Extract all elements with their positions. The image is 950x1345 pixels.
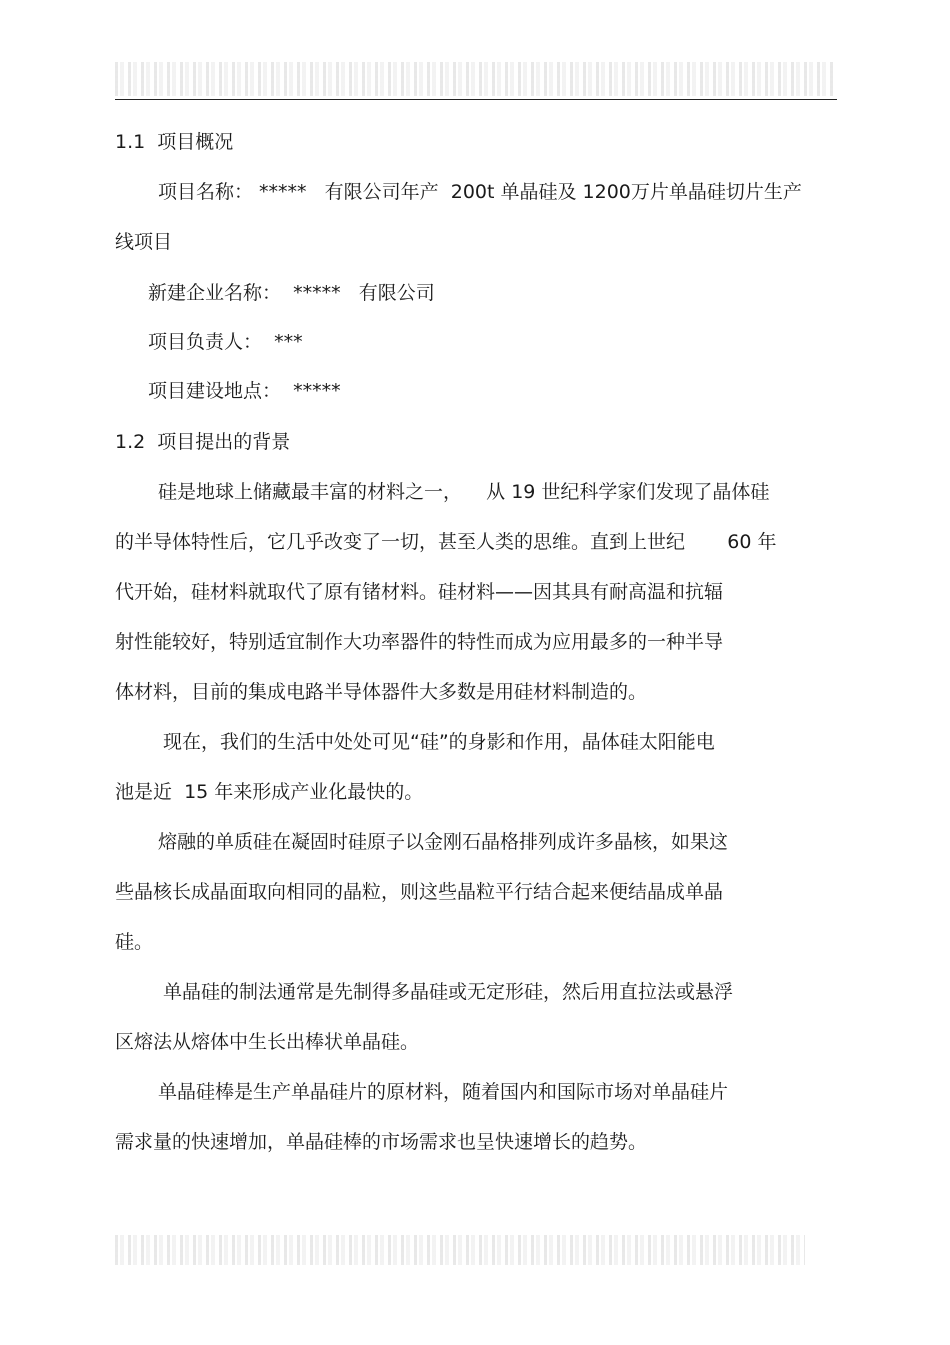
project-location-line: 项目建设地点： ***** bbox=[148, 380, 341, 402]
header-noise bbox=[115, 62, 835, 96]
paragraph-line: 单晶硅的制法通常是先制得多晶硅或无定形硅，然后用直拉法或悬浮 bbox=[163, 981, 734, 1003]
heading-1-2: 1.2 项目提出的背景 bbox=[115, 431, 291, 453]
paragraph-line: 单晶硅棒是生产单晶硅片的原材料，随着国内和国际市场对单晶硅片 bbox=[158, 1081, 729, 1103]
paragraph-line: 硅是地球上储藏最丰富的材料之一， 从 19 世纪科学家们发现了晶体硅 bbox=[158, 481, 770, 503]
paragraph-line: 体材料，目前的集成电路半导体器件大多数是用硅材料制造的。 bbox=[115, 681, 648, 703]
paragraph-line: 的半导体特性后，它几乎改变了一切，甚至人类的思维。直到上世纪 60 年 bbox=[115, 531, 777, 553]
company-name-line: 新建企业名称： ***** 有限公司 bbox=[148, 282, 435, 304]
project-name-line: 项目名称： ***** 有限公司年产 200t 单晶硅及 1200万片单晶硅切片生产 bbox=[158, 181, 802, 203]
paragraph-line: 射性能较好，特别适宜制作大功率器件的特性而成为应用最多的一种半导 bbox=[115, 631, 724, 653]
project-name-line-cont: 线项目 bbox=[115, 231, 173, 253]
project-lead-line: 项目负责人： *** bbox=[148, 331, 303, 353]
paragraph-line: 区熔法从熔体中生长出棒状单晶硅。 bbox=[115, 1031, 420, 1053]
paragraph-line: 现在，我们的生活中处处可见“硅”的身影和作用，晶体硅太阳能电 bbox=[163, 731, 715, 753]
paragraph-line: 熔融的单质硅在凝固时硅原子以金刚石晶格排列成许多晶核，如果这 bbox=[158, 831, 729, 853]
heading-1-1: 1.1 项目概况 bbox=[115, 131, 234, 153]
paragraph-line: 硅。 bbox=[115, 931, 154, 953]
paragraph-line: 池是近 15 年来形成产业化最快的。 bbox=[115, 781, 424, 803]
paragraph-line: 代开始，硅材料就取代了原有锗材料。硅材料——因其具有耐高温和抗辐 bbox=[115, 581, 724, 603]
footer-noise bbox=[115, 1235, 805, 1265]
header-rule bbox=[115, 99, 837, 100]
paragraph-line: 需求量的快速增加，单晶硅棒的市场需求也呈快速增长的趋势。 bbox=[115, 1131, 648, 1153]
paragraph-line: 些晶核长成晶面取向相同的晶粒，则这些晶粒平行结合起来便结晶成单晶 bbox=[115, 881, 724, 903]
